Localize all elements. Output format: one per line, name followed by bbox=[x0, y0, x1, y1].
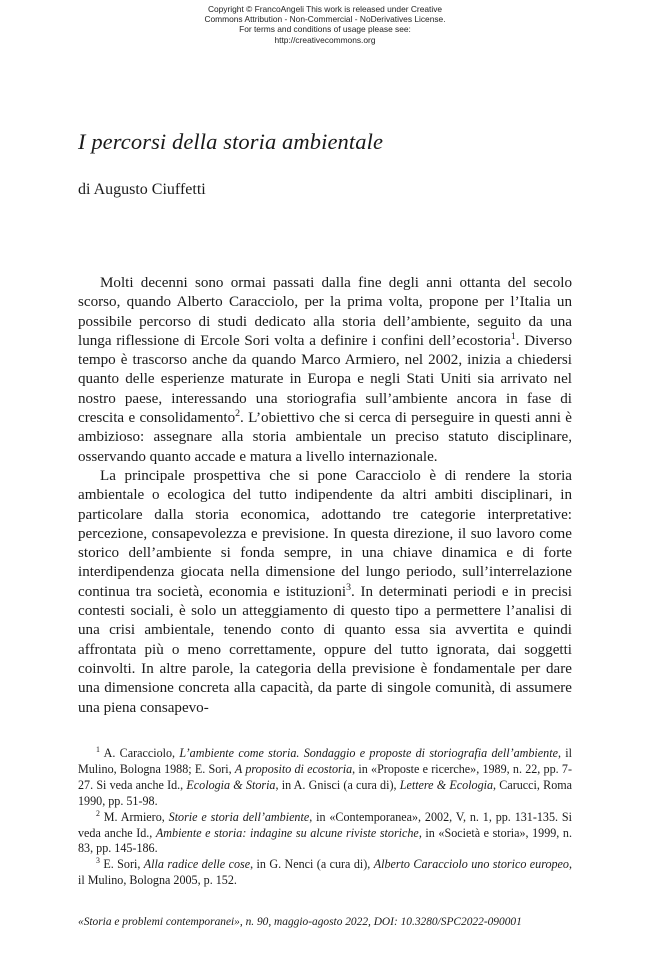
footnote-ref: 1 bbox=[510, 330, 516, 342]
article-author: di Augusto Ciuffetti bbox=[78, 181, 206, 198]
license-line: Commons Attribution - Non-Commercial - NoDerivatives License. bbox=[204, 14, 446, 25]
footnote-text: , in «Proposte e ricerche», 1989, n. 22, pp. 7-27. Si veda anche Id., bbox=[78, 761, 572, 792]
footnote-text: A. Caracciolo, bbox=[99, 746, 180, 760]
footnote-title: Ambiente e storia: indagine su alcune riviste storiche bbox=[155, 825, 419, 840]
article-body bbox=[78, 274, 572, 718]
footnote-title: L’ambiente come storia. Sondaggio e proposte di storiografia dell’ambiente bbox=[179, 746, 558, 760]
license-line: Copyright © FrancoAngeli This work is released under Creative bbox=[207, 4, 443, 14]
paragraph-text: . L’obiettivo che si cerca di perseguire in questi anni è ambizioso: assegnare alla storia ambientale un preciso statuto disciplinare, osservando quanto accade e matura a livello internazionale. bbox=[78, 410, 573, 465]
footnote-ref: 3 bbox=[346, 581, 351, 593]
footnote-text: , in G. Nenci (a cura di), bbox=[250, 857, 374, 872]
license-line: For terms and conditions of usage please see: bbox=[239, 24, 411, 35]
footnote bbox=[78, 746, 572, 810]
paragraph-text: . Diverso tempo è trascorso anche da quando Marco Armiero, nel 2002, inizia a chiedersi quanto delle esperienze maturate in Europa e negli Stati Uniti sia arrivato nel nostro paese, interessando una storiografia sull’ambiente ancora in fase di crescita e consolidamento bbox=[78, 332, 573, 427]
body-paragraph bbox=[78, 467, 572, 718]
footnote-text: E. Sori, bbox=[99, 857, 144, 872]
footnote-text: , Carucci, Roma 1990, pp. 51-98. bbox=[78, 777, 573, 808]
footnote bbox=[78, 810, 572, 858]
journal-citation: «Storia e problemi contemporanei», n. 90, maggio-agosto 2022, DOI: 10.3280/SPC2022-090001 bbox=[78, 916, 522, 928]
paragraph-text: . In determinati periodi e in precisi contesti sociali, è solo un atteggiamento di questo tipo a permettere l’analisi di una crisi ambientale, tenendo conto di quanto essa sia avvertita e quindi affrontata più o meno correttamente, oppure del tutto ignorata, dai soggetti coinvolti. In altre parole, la categoria della previsione è fondamentale per dare una dimensione concreta alla capacità, da parte di singole comunità, di assumere una piena consapevo- bbox=[78, 583, 572, 716]
footnote-title: Alla radice delle cose bbox=[143, 857, 251, 872]
paragraph-text: La principale prospettiva che si pone Caracciolo è di rendere la storia ambientale o ecologica del tutto indipendente da altri ambiti disciplinari, in particolare dalla storia economica, adottando tre categorie interpretative: percezione, consapevolezza e previsione. In questa direzione, il suo lavoro come storico dell’ambiente si fonda sempre, in una chiave dinamica e di forte interdipendenza giocata nella dimensione del lungo periodo, sull’interrelazione continua tra società, economia e istituzioni bbox=[78, 467, 572, 600]
paragraph-text: Molti decenni sono ormai passati dalla fine degli anni ottanta del secolo scorso, quando Alberto Caracciolo, per la prima volta, propone per l’Italia un possibile percorso di studi dedicato alla storia dell’ambiente, seguito da una lunga riflessione di Ercole Sori volta a definire i confini dell’ecostoria bbox=[78, 275, 572, 349]
footnote-text: , il Mulino, Bologna 2005, p. 152. bbox=[78, 857, 572, 888]
license-url: http://creativecommons.org bbox=[274, 34, 376, 45]
footnote-number: 1 bbox=[96, 744, 100, 754]
footnote bbox=[78, 857, 572, 889]
footnote-text: , in «Contemporanea», 2002, V, n. 1, pp. 131-135. Si veda anche Id., bbox=[78, 809, 572, 840]
copyright-notice bbox=[0, 4, 650, 45]
footnote-title: Storie e storia dell’ambiente bbox=[168, 809, 310, 824]
article-title: I percorsi della storia ambientale bbox=[78, 129, 384, 154]
footnote-text: , in A. Gnisci (a cura di), bbox=[275, 777, 400, 792]
footnote-text: , il Mulino, Bologna 1988; E. Sori, bbox=[78, 746, 573, 776]
footnote-title: Ecologia & Storia bbox=[186, 777, 276, 792]
footnote-ref: 2 bbox=[235, 408, 241, 420]
footnote-title: Lettere & Ecologia bbox=[399, 777, 494, 792]
footnote-title: Alberto Caracciolo uno storico europeo bbox=[373, 857, 569, 872]
footnotes bbox=[78, 746, 572, 889]
footnote-text: M. Armiero, bbox=[99, 809, 169, 824]
body-paragraph bbox=[78, 274, 572, 467]
footnote-text: , in «Società e storia», 1999, n. 83, pp. 145-186. bbox=[78, 825, 572, 856]
footnote-number: 3 bbox=[96, 856, 100, 866]
footnote-number: 2 bbox=[96, 808, 100, 818]
footnote-title: A proposito di ecostoria bbox=[234, 761, 353, 776]
